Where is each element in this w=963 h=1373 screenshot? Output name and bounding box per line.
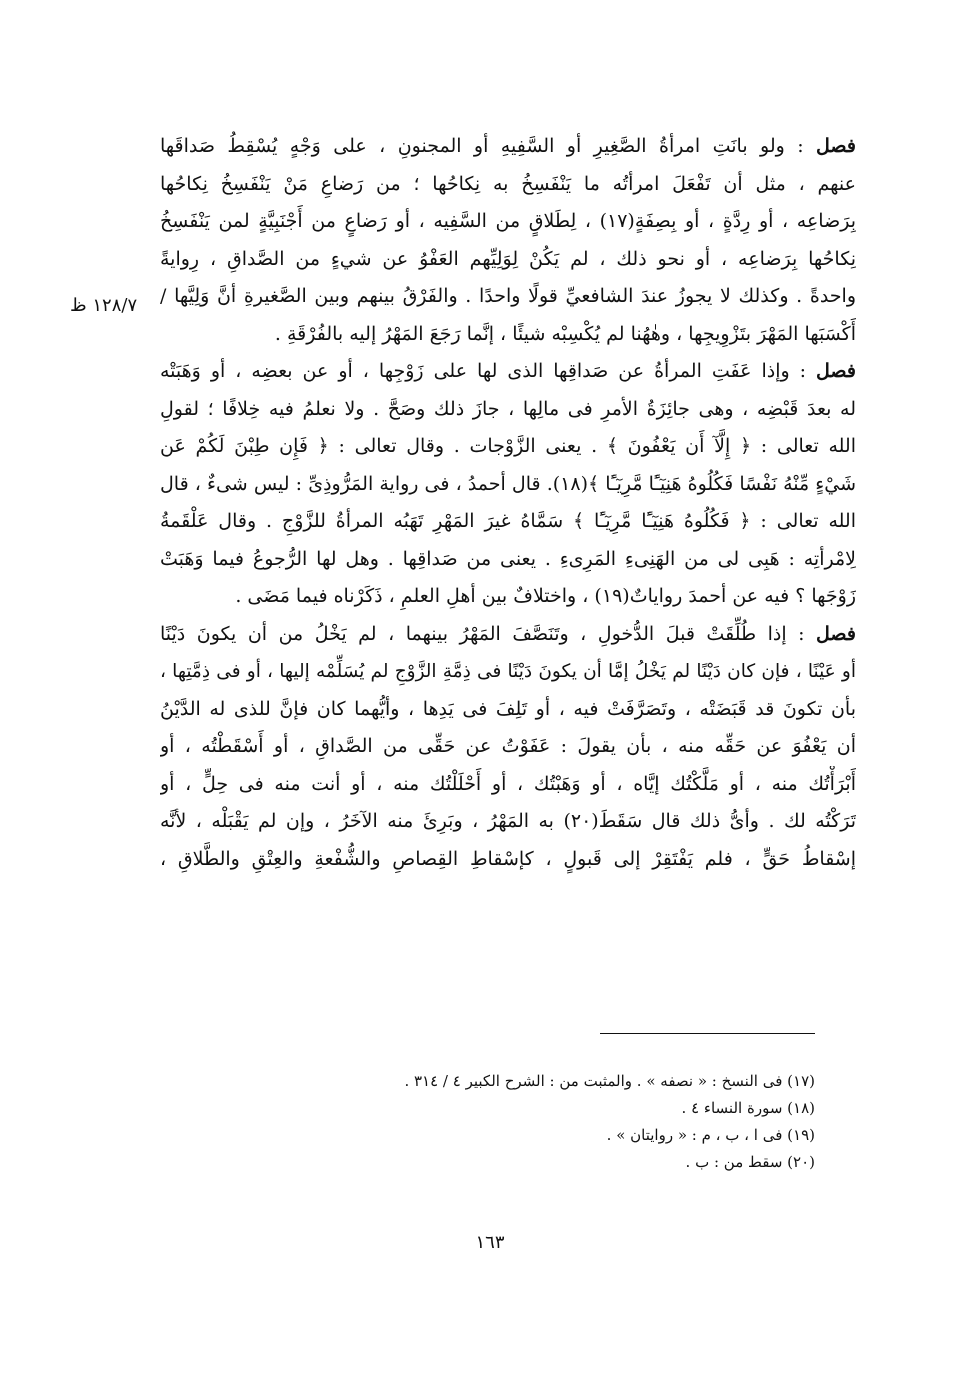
text-line: أَكْسَبَها المَهْرَ بتَزْوِيجِها ، وهٰهُنا لم يُكْسِبْه شيئًا ، إنَّما رَجَعَ المَهْرُ إليه بالفُرْقَةِ .: [274, 322, 856, 345]
text-line: أن يَعْفُوَ عن حَقِّه منه ، بأن يقولَ : عَفَوْتُ عن حَقِّى من الصَّداقِ ، أو أَسْقَطْتُه ، أو: [160, 735, 856, 757]
text-line: بِرَضاعِه ، أو رِدَّةٍ ، أو بِصِفَةٍ(١٧) ، لِطَلاقٍ من السَّفِيه ، أو رَضاعٍ من أَجْنَبِيَّةٍ لمن يَنْفَسِخُ: [160, 210, 856, 232]
footnote: (١٧) فى النسخ : « نصفه » . والمثبت من : الشرح الكبير ٤ / ٣١٤ .: [404, 1072, 815, 1090]
text-line: [160, 353, 856, 391]
footnote: (١٩) فى ا ، ب ، م : « روايتان » .: [606, 1126, 815, 1144]
line-text: : إذا طُلِّقَتْ قبلَ الدُّخولِ ، وتَنَصَّفَ المَهْرُ بينهما ، لم يَخْلُ من أن يكونَ دَيْنًا: [160, 622, 817, 645]
section-keyword: فصل: [816, 622, 856, 645]
text-line: له بعدَ قَبْضِه ، وهى جائِزَةُ الأمرِ فى مالِها ، جازَ ذلك وصَحَّ . ولا نعلمُ فيه خِلافًا ؛ لقولِ: [160, 397, 856, 420]
text-line: نِكاحُها بِرَضاعِه ، أو نحو ذلك ، لم يَكُنْ لِوَلِيِّهم العَفْوُ عن شيءٍ من الصَّداقِ ، رِوايةً: [160, 247, 856, 270]
text-line: شَيْءٍ مِّنْهُ نَفْسًا فَكُلُوهُ هَنِيٓـًٔا مَّرِيٓـًٔا ﴾(١٨). قال أحمدُ ، فى رواية المَرُّوذِىِّ : ليس شىءٌ ، قال: [160, 472, 856, 495]
text-line: [160, 616, 856, 654]
page-number: ١٦٣: [475, 1232, 505, 1253]
text-line: [160, 128, 856, 166]
text-line: بأن تكونَ قد قَبَضَتْه ، وتَصَرَّفَتْ فيه ، أو تَلِفَ فى يَدِها ، وأيُّهما كان فإنَّ للذى له الدَّيْنُ: [160, 697, 856, 720]
text-line: واحدةً . وكذلك لا يجوزُ عندَ الشافعيِّ قولًا واحدًا . والفَرْقُ بينهم وبين الصَّغيرةِ أنَّ وَلِيَّها /: [160, 285, 856, 307]
section-keyword: فصل: [816, 360, 856, 382]
line-text: : ولو بانَتِ امرأةُ الصَّغِيرِ أو السَّفِيهِ أو المجنونِ ، على وَجْهٍ يُسْقِطُ صَداقَها: [160, 135, 817, 157]
text-line: أو عَيْنًا ، فإن كان دَيْنًا لم يَخْلُ إمَّا أن يكونَ دَيْنًا فى ذِمَّةِ الزَّوْجِ لم يُسَلِّمْه إليها ، أو فى ذِمَّتِها ،: [160, 661, 856, 682]
text-line: الله تعالى : ﴿ إِلَّآ أَن يَعْفُونَ ﴾ . يعنى الزَّوْجات . وقال تعالى : ﴿ فَإِن طِبْنَ لَكُمْ عَن: [160, 435, 856, 457]
footnote: (٢٠) سقط من : ب .: [685, 1153, 815, 1171]
text-line: الله تعالى : ﴿ فَكُلُوهُ هَنِيٓـًٔا مَّرِيٓـًٔا ﴾ سَمَّاهُ غيرَ المَهْرِ تَهَبُه المرأةُ للزَّوْجِ . وقال عَلْقَمةُ: [160, 510, 856, 532]
footnotes: [360, 1068, 815, 1176]
text-line: إسْقاطُ حَقٍّ ، فلم يَفْتَقِرْ إلى قَبولٍ ، كإسْقاطِ القِصاصِ والشُّفْعةِ والعِتْقِ والطَّلاقِ ،: [160, 847, 856, 870]
text-line: تَرَكْتُه لك . وأىُّ ذلك قال سَقَطَ(٢٠) به المَهْرُ ، وبَرِئَ منه الآخَرُ ، وإن لم يَقْبَلْه ، لأنَّه: [160, 810, 856, 832]
line-text: : وإذا عَفَتِ المرأةُ عن صَداقِها الذى لها على زَوْجِها ، أو عن بعضِه ، أو وَهَبَتْه: [160, 360, 817, 382]
text-line: زَوْجَها ؟ فيه عن أحمدَ رواياتٌ(١٩) ، واختلافٌ بين أهلِ العلمِ ، ذَكَرْناه فيما مَضَى .: [235, 585, 856, 607]
margin-folio-note: ١٢٨/٧ ظ: [70, 295, 138, 316]
main-text: [160, 128, 856, 878]
section-keyword: فصل: [816, 135, 856, 157]
text-line: عنهم ، مثل أن تَفْعَلَ امرأتُه ما يَنْفَسِخُ به نِكاحُها ؛ من رَضاعِ مَنْ يَنْفَسِخُ نِكاحُها: [160, 172, 856, 195]
text-line: أَبْرَأْتُك منه ، أو مَلَّكْتُك إيَّاه ، أو وَهَبْتُك ، أو أَحْلَلْتُك منه ، أو أنت منه فى حِلٍّ ، أو: [160, 772, 856, 795]
text-line: لِامْرأتِه : هَبِى لى من الهَنِىءِ المَرِىءِ . يعنى من صَداقِها . وهل لها الرُّجوعُ فيما وَهَبَتْ: [160, 547, 856, 570]
footnote: (١٨) سورة النساء ٤ .: [681, 1099, 815, 1117]
footnote-separator: [600, 1033, 815, 1034]
